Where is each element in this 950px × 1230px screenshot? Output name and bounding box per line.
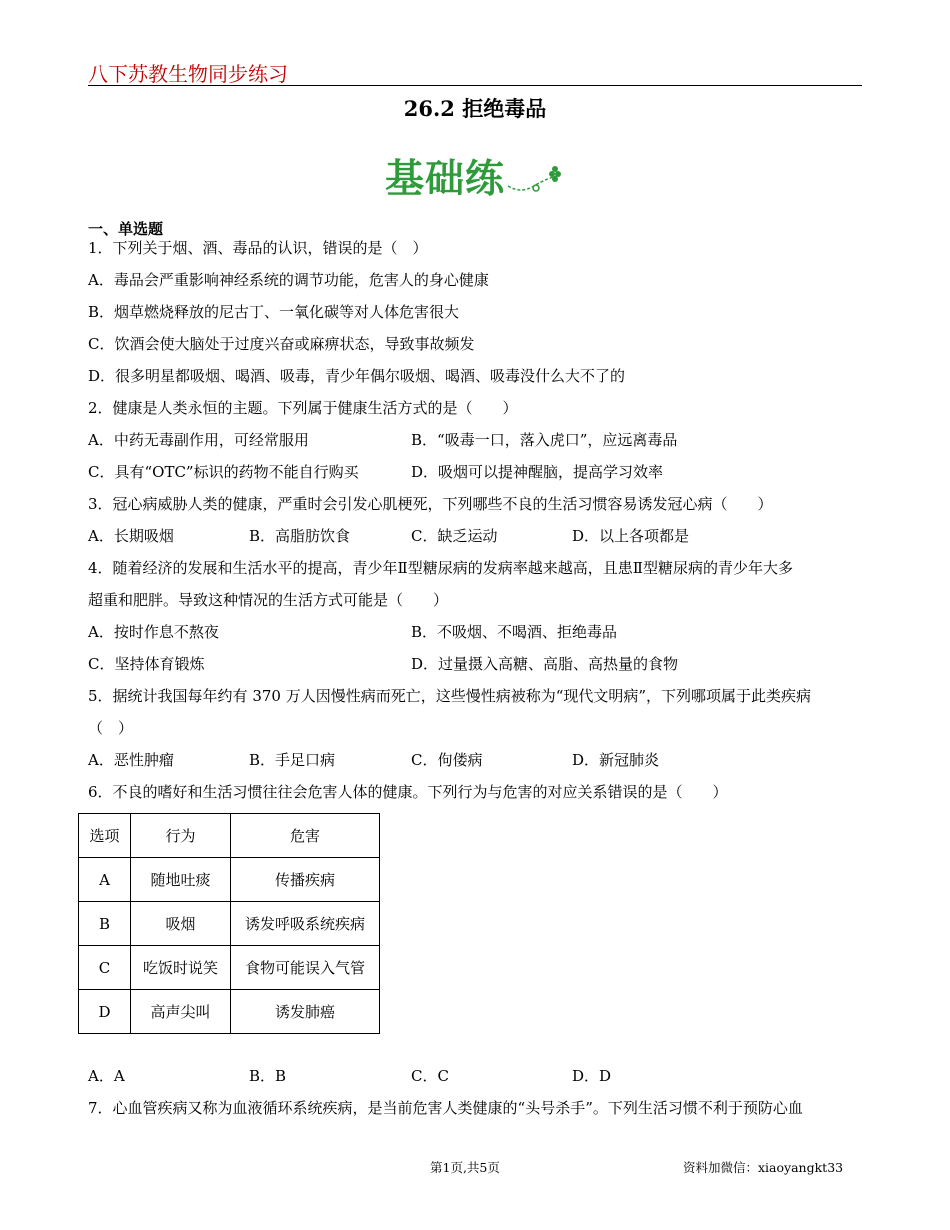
table-row bbox=[79, 858, 380, 902]
q3-option-a: A．长期吸烟 bbox=[88, 527, 174, 545]
table-cell: 高声尖叫 bbox=[131, 990, 231, 1034]
q1-option-c: C．饮酒会使大脑处于过度兴奋或麻痹状态，导致事故频发 bbox=[88, 335, 475, 353]
q5-option-d: D．新冠肺炎 bbox=[572, 751, 660, 769]
q5-stem-line1: 5．据统计我国每年约有 370 万人因慢性病而死亡，这些慢性病被称为“现代文明病”，下列哪项属于此类疾病 bbox=[88, 687, 812, 705]
q6-table bbox=[78, 813, 380, 1034]
q6-option-a: A．A bbox=[88, 1067, 125, 1085]
q6-stem: 6．不良的嗜好和生活习惯往往会危害人体的健康。下列行为与危害的对应关系错误的是（ ） bbox=[88, 783, 728, 801]
table-header-cell: 危害 bbox=[231, 814, 380, 858]
q2-option-c: C．具有“OTC”标识的药物不能自行购买 bbox=[88, 463, 359, 481]
q5-option-b: B．手足口病 bbox=[249, 751, 336, 769]
page-number: 第1页,共5页 bbox=[430, 1160, 500, 1175]
header-rule bbox=[88, 85, 862, 86]
page-title: 26.2 拒绝毒品 bbox=[403, 96, 547, 121]
q4-option-a: A．按时作息不熬夜 bbox=[88, 623, 219, 641]
document-header: 八下苏教生物同步练习 bbox=[88, 62, 288, 86]
q4-option-d: D．过量摄入高糖、高脂、高热量的食物 bbox=[411, 655, 679, 673]
table-cell: 诱发肺癌 bbox=[231, 990, 380, 1034]
clover-vine-icon bbox=[506, 166, 561, 196]
q3-option-c: C．缺乏运动 bbox=[411, 527, 498, 545]
q3-option-d: D．以上各项都是 bbox=[572, 527, 690, 545]
q6-option-b: B．B bbox=[249, 1067, 287, 1085]
table-cell: A bbox=[79, 858, 131, 902]
table-cell: 随地吐痰 bbox=[131, 858, 231, 902]
q2-option-a: A．中药无毒副作用，可经常服用 bbox=[88, 431, 309, 449]
table-row bbox=[79, 946, 380, 990]
q4-stem-line2: 超重和肥胖。导致这种情况的生活方式可能是（ ） bbox=[88, 591, 449, 609]
q1-stem: 1．下列关于烟、酒、毒品的认识，错误的是（ ） bbox=[88, 239, 428, 257]
logo-text: 基础练 bbox=[385, 157, 506, 202]
q3-option-b: B．高脂肪饮食 bbox=[249, 527, 351, 545]
table-cell: 吃饭时说笑 bbox=[131, 946, 231, 990]
section-heading: 一、单选题 bbox=[88, 220, 164, 238]
q4-stem-line1: 4．随着经济的发展和生活水平的提高，青少年Ⅱ型糖尿病的发病率越来越高，且患Ⅱ型糖尿病的青少年大多 bbox=[88, 559, 793, 577]
q5-stem-line2: （ ） bbox=[88, 719, 134, 737]
q6-option-c: C．C bbox=[411, 1067, 449, 1085]
q6-option-d: D．D bbox=[572, 1067, 612, 1085]
q2-option-b: B．“吸毒一口，落入虎口”，应远离毒品 bbox=[411, 431, 678, 449]
table-cell: C bbox=[79, 946, 131, 990]
table-cell: 诱发呼吸系统疾病 bbox=[231, 902, 380, 946]
q7-stem: 7．心血管疾病又称为血液循环系统疾病，是当前危害人类健康的“头号杀手”。下列生活习惯不利于预防心血 bbox=[88, 1099, 803, 1117]
basic-practice-logo bbox=[385, 148, 561, 204]
footer-contact: 资料加微信：xiaoyangkt33 bbox=[683, 1160, 844, 1175]
q3-stem: 3．冠心病威胁人类的健康，严重时会引发心肌梗死，下列哪些不良的生活习惯容易诱发冠心病（ ） bbox=[88, 495, 773, 513]
q2-option-d: D．吸烟可以提神醒脑，提高学习效率 bbox=[411, 463, 664, 481]
q5-option-c: C．佝偻病 bbox=[411, 751, 483, 769]
table-row bbox=[79, 902, 380, 946]
q1-option-d: D．很多明星都吸烟、喝酒、吸毒，青少年偶尔吸烟、喝酒、吸毒没什么大不了的 bbox=[88, 367, 626, 385]
q1-option-b: B．烟草燃烧释放的尼古丁、一氧化碳等对人体危害很大 bbox=[88, 303, 460, 321]
table-header-row bbox=[79, 814, 380, 858]
table-cell: 吸烟 bbox=[131, 902, 231, 946]
table-header-cell: 行为 bbox=[131, 814, 231, 858]
table-cell: 食物可能误入气管 bbox=[231, 946, 380, 990]
q5-option-a: A．恶性肿瘤 bbox=[88, 751, 174, 769]
table-header-cell: 选项 bbox=[79, 814, 131, 858]
table-cell: B bbox=[79, 902, 131, 946]
q1-option-a: A．毒品会严重影响神经系统的调节功能，危害人的身心健康 bbox=[88, 271, 489, 289]
q4-option-b: B．不吸烟、不喝酒、拒绝毒品 bbox=[411, 623, 618, 641]
table-row bbox=[79, 990, 380, 1034]
q4-option-c: C．坚持体育锻炼 bbox=[88, 655, 205, 673]
table-cell: D bbox=[79, 990, 131, 1034]
table-cell: 传播疾病 bbox=[231, 858, 380, 902]
q2-stem: 2．健康是人类永恒的主题。下列属于健康生活方式的是（ ） bbox=[88, 399, 518, 417]
